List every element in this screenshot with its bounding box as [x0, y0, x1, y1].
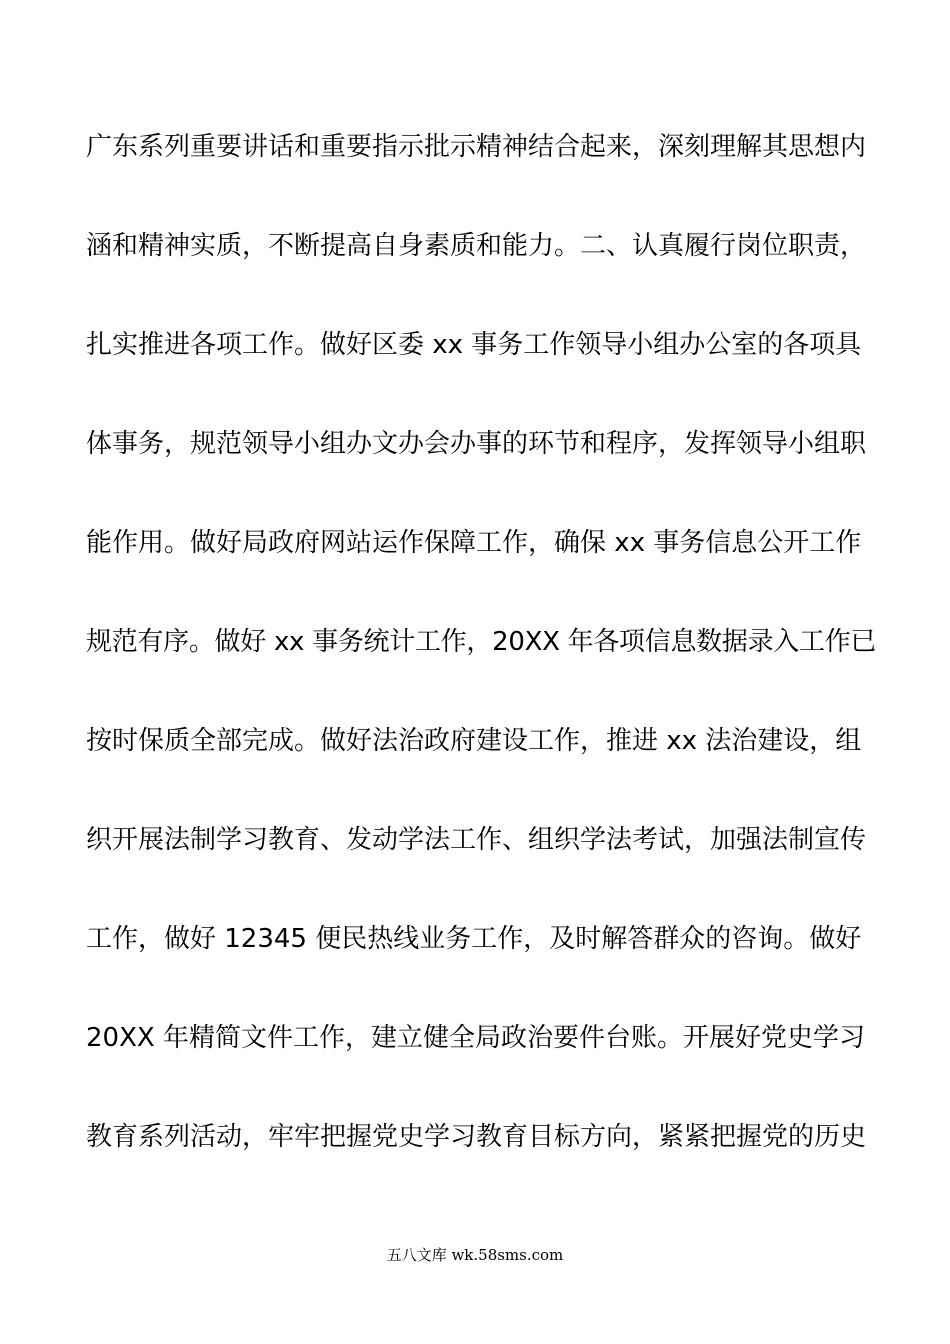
text-line-3: 扎实推进各项工作。做好区委 xx 事务工作领导小组办公室的各项具 [86, 330, 862, 360]
text-line-10: 20XX 年精简文件工作，建立健全局政治要件台账。开展好党史学习 [86, 1023, 865, 1053]
text-line-7: 按时保质全部完成。做好法治政府建设工作，推进 xx 法治建设，组 [86, 726, 862, 756]
footer-watermark: 五八文库 wk.58sms.com [386, 1246, 564, 1264]
body-text [86, 122, 876, 1211]
text-line-5: 能作用。做好局政府网站运作保障工作，确保 xx 事务信息公开工作 [86, 528, 862, 558]
text-line-1: 广东系列重要讲话和重要指示批示精神结合起来，深刻理解其思想内 [86, 132, 867, 162]
text-line-4: 体事务，规范领导小组办文办会办事的环节和程序，发挥领导小组职 [86, 429, 867, 459]
text-line-2: 涵和精神实质，不断提高自身素质和能力。二、认真履行岗位职责， [86, 231, 867, 261]
text-line-9: 工作，做好 12345 便民热线业务工作，及时解答群众的咨询。做好 [86, 924, 862, 954]
text-line-11: 教育系列活动，牢牢把握党史学习教育目标方向，紧紧把握党的历史 [86, 1122, 867, 1152]
text-line-6: 规范有序。做好 xx 事务统计工作，20XX 年各项信息数据录入工作已 [86, 627, 877, 657]
text-line-8: 织开展法制学习教育、发动学法工作、组织学法考试，加强法制宣传 [86, 825, 867, 855]
